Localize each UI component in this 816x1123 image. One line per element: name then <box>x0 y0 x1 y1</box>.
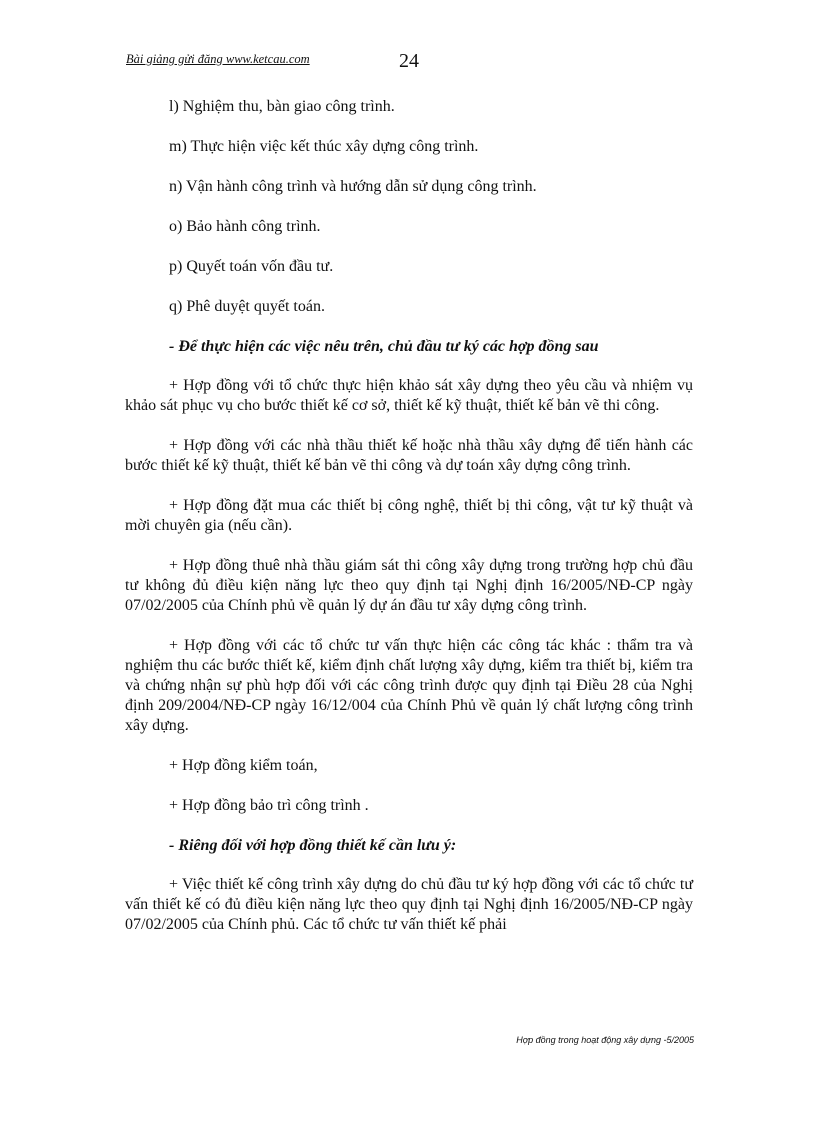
header-site-link[interactable]: Bài giảng gửi đăng www.ketcau.com <box>126 52 310 66</box>
list-item: m) Thực hiện việc kết thúc xây dựng công trình. <box>169 138 479 155</box>
page-header <box>126 50 696 78</box>
list-item: q) Phê duyệt quyết toán. <box>169 298 325 315</box>
contract-paragraph-short: + Hợp đồng kiểm toán, <box>169 757 318 774</box>
design-paragraph: + Việc thiết kế công trình xây dựng do chủ đầu tư ký hợp đồng với các tổ chức tư vấn thiết kế có đủ điều kiện năng lực theo quy định tại Nghị định 16/2005/NĐ-CP ngày 07/02/2005 của Chính phủ. Các tổ chức tư vấn thiết kế phải <box>125 876 693 933</box>
list-item: p) Quyết toán vốn đầu tư. <box>169 258 334 275</box>
contract-paragraph: + Hợp đồng với các nhà thầu thiết kế hoặc nhà thầu xây dựng để tiến hành các bước thiết kế kỹ thuật, thiết kế bản vẽ thi công và dự toán xây dựng công trình. <box>125 437 693 474</box>
section-heading-contracts: - Để thực hiện các việc nêu trên, chủ đầu tư ký các hợp đồng sau <box>169 338 599 355</box>
page-number: 24 <box>399 50 419 72</box>
contract-paragraph: + Hợp đồng thuê nhà thầu giám sát thi công xây dựng trong trường hợp chủ đầu tư không đủ điều kiện năng lực theo quy định tại Nghị định 16/2005/NĐ-CP ngày 07/02/2005 của Chính phủ về quản lý dự án đầu tư xây dựng công trình. <box>125 557 693 614</box>
contract-paragraph: + Hợp đồng với các tổ chức tư vấn thực hiện các công tác khác : thẩm tra và nghiệm thu các bước thiết kế, kiểm định chất lượng xây dựng, kiểm tra thiết bị, kiểm tra và chứng nhận sự phù hợp đối với các công trình được quy định tại Điều 28 của Nghị định 209/2004/NĐ-CP ngày 16/12/004 của Chính Phủ về quản lý chất lượng công trình xây dựng. <box>125 637 693 734</box>
list-item: l) Nghiệm thu, bàn giao công trình. <box>169 98 395 115</box>
contract-paragraph: + Hợp đồng đặt mua các thiết bị công nghệ, thiết bị thi công, vật tư kỹ thuật và mời chuyên gia (nếu cần). <box>125 497 693 534</box>
section-heading-design: - Riêng đối với hợp đồng thiết kế cần lưu ý: <box>169 837 457 854</box>
contract-paragraph-short: + Hợp đồng bảo trì công trình . <box>169 797 369 814</box>
page-footer: Hợp đồng trong hoạt động xây dựng -5/2005 <box>516 1035 694 1045</box>
list-item: o) Bảo hành công trình. <box>169 218 321 235</box>
list-item: n) Vận hành công trình và hướng dẫn sử dụng công trình. <box>169 178 537 195</box>
contract-paragraph: + Hợp đồng với tổ chức thực hiện khảo sát xây dựng theo yêu cầu và nhiệm vụ khảo sát phục vụ cho bước thiết kế cơ sở, thiết kế kỹ thuật, thiết kế bản vẽ thi công. <box>125 377 693 414</box>
page-content <box>125 97 693 955</box>
